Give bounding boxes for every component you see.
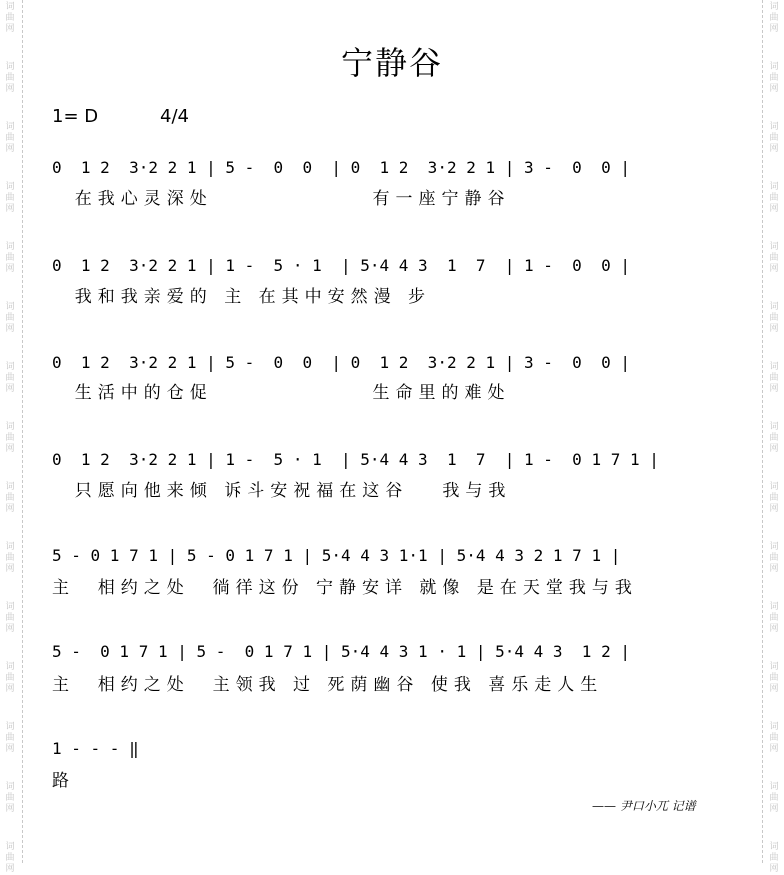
watermark-text: 词 曲 网 <box>769 302 779 334</box>
watermark-text: 词 曲 网 <box>5 302 15 334</box>
song-title: 宁静谷 <box>340 44 443 82</box>
watermark-text: 词 曲 网 <box>5 62 15 94</box>
notation-line-6: 5 - 0 1 7 1 | 5 - 0 1 7 1 | 5·4 4 3 1 · 1 | 5·4 4 3 1 2 | <box>52 642 630 661</box>
watermark-text: 词 曲 网 <box>769 602 779 634</box>
watermark-text: 词 曲 网 <box>5 362 15 394</box>
lyrics-line-4: 只愿向他来倾 诉斗安祝福在这谷 我与我 <box>52 481 512 501</box>
watermark-text: 词 曲 网 <box>769 242 779 274</box>
watermark-text: 词 曲 网 <box>769 182 779 214</box>
watermark-text: 词 曲 网 <box>5 542 15 574</box>
lyrics-line-5: 主 相约之处 徜徉这份 宁静安详 就像 是在天堂我与我 <box>52 578 638 598</box>
lyrics-line-7: 路 <box>52 771 75 791</box>
watermark-text: 词 曲 网 <box>769 362 779 394</box>
notation-line-7: 1 - - - ‖ <box>52 739 139 758</box>
watermark-text: 词 曲 网 <box>5 782 15 814</box>
watermark-text: 词 曲 网 <box>769 722 779 754</box>
watermark-text: 词 曲 网 <box>5 602 15 634</box>
time-signature: 4/4 <box>160 106 189 127</box>
watermark-text: 词 曲 网 <box>769 122 779 154</box>
watermark-text: 词 曲 网 <box>5 182 15 214</box>
watermark-text: 词 曲 网 <box>769 542 779 574</box>
transcriber-credit: —— 尹口小兀 记谱 <box>592 799 696 813</box>
watermark-text: 词 曲 网 <box>769 2 779 34</box>
watermark-text: 词 曲 网 <box>769 782 779 814</box>
lyrics-line-6: 主 相约之处 主领我 过 死荫幽谷 使我 喜乐走人生 <box>52 675 604 695</box>
watermark-text: 词 曲 网 <box>5 2 15 34</box>
key-signature: 1= D <box>52 106 99 127</box>
watermark-text: 词 曲 网 <box>769 62 779 94</box>
watermark-text: 词 曲 网 <box>769 482 779 514</box>
left-dashed-margin <box>22 0 23 863</box>
lyrics-line-2: 我和我亲爱的 主 在其中安然漫 步 <box>52 287 432 307</box>
watermark-text: 词 曲 网 <box>5 662 15 694</box>
watermark-text: 词 曲 网 <box>5 842 15 874</box>
notation-line-2: 0 1 2 3·2 2 1 | 1 - 5 · 1 | 5·4 4 3 1 7 | 1 - 0 0 | <box>52 256 630 275</box>
watermark-text: 词 曲 网 <box>5 722 15 754</box>
notation-line-4: 0 1 2 3·2 2 1 | 1 - 5 · 1 | 5·4 4 3 1 7 | 1 - 0 1 7 1 | <box>52 450 659 469</box>
watermark-text: 词 曲 网 <box>769 422 779 454</box>
notation-line-3: 0 1 2 3·2 2 1 | 5 - 0 0 | 0 1 2 3·2 2 1 | 3 - 0 0 | <box>52 353 630 372</box>
watermark-text: 词 曲 网 <box>5 422 15 454</box>
lyrics-line-3: 生活中的仓促 生命里的难处 <box>52 383 511 403</box>
watermark-text: 词 曲 网 <box>769 662 779 694</box>
watermark-text: 词 曲 网 <box>5 482 15 514</box>
watermark-text: 词 曲 网 <box>5 122 15 154</box>
notation-line-1: 0 1 2 3·2 2 1 | 5 - 0 0 | 0 1 2 3·2 2 1 | 3 - 0 0 | <box>52 158 630 177</box>
watermark-text: 词 曲 网 <box>769 842 779 874</box>
right-dashed-margin <box>762 0 763 863</box>
watermark-text: 词 曲 网 <box>5 242 15 274</box>
notation-line-5: 5 - 0 1 7 1 | 5 - 0 1 7 1 | 5·4 4 3 1·1 | 5·4 4 3 2 1 7 1 | <box>52 546 621 565</box>
lyrics-line-1: 在我心灵深处 有一座宁静谷 <box>52 189 511 209</box>
